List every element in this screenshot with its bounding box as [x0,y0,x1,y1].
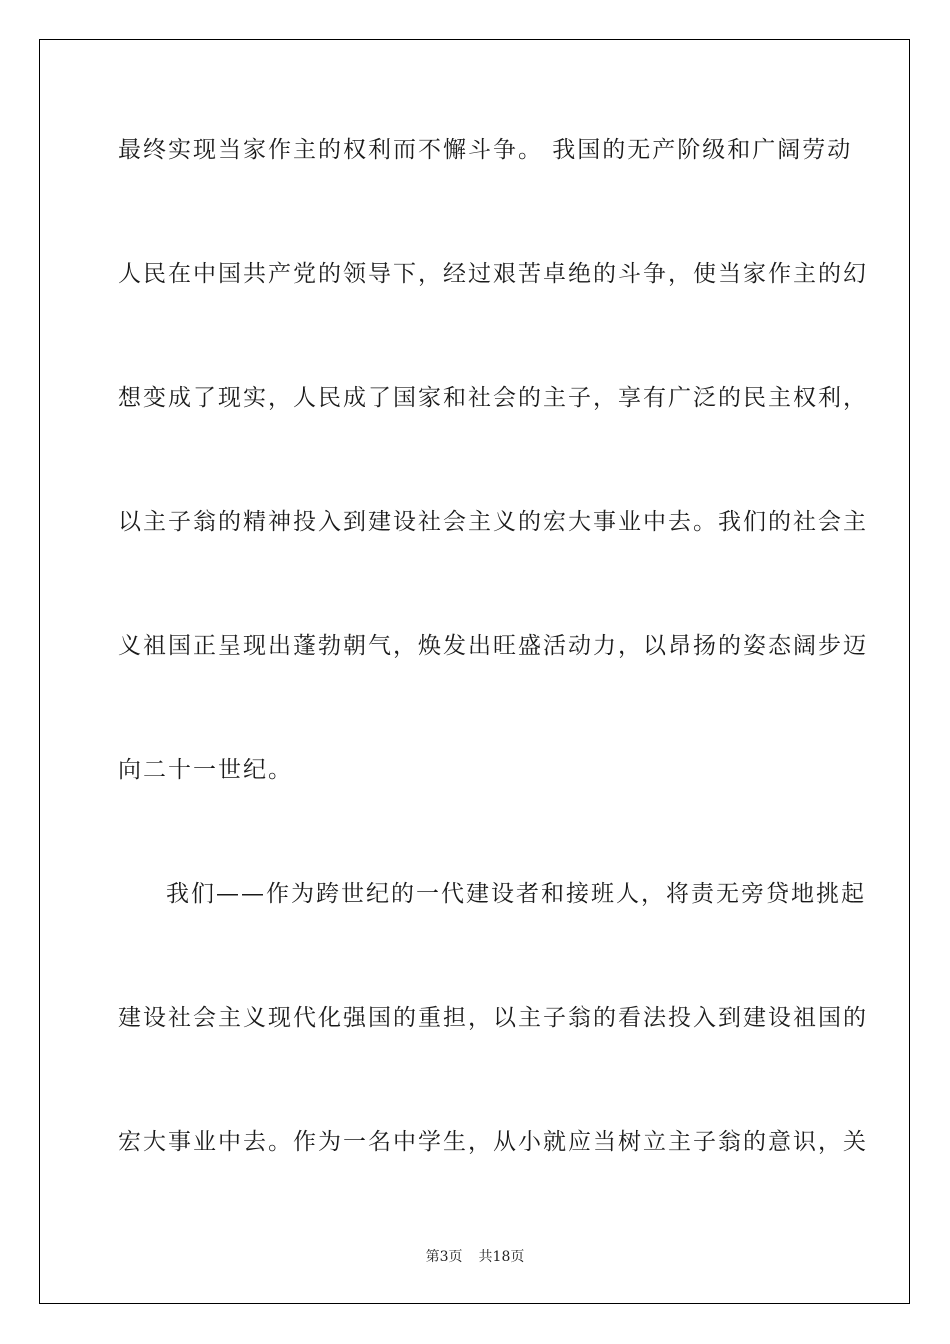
text-line: 最终实现当家作主的权利而不懈斗争。 我国的无产阶级和广阔劳动 [118,137,853,163]
text-line: 义祖国正呈现出蓬勃朝气，焕发出旺盛活动力，以昂扬的姿态阔步迈 [118,633,868,659]
text-line: 以主子翁的精神投入到建设社会主义的宏大事业中去。我们的社会主 [118,509,868,535]
page-footer [0,1246,950,1266]
page-number: 第3页 [425,1249,463,1265]
text-line: 宏大事业中去。作为一名中学生，从小就应当树立主子翁的意识，关 [118,1129,868,1155]
text-line-paragraph-start: 我们——作为跨世纪的一代建设者和接班人，将责无旁贷地挑起 [166,881,866,907]
document-body [118,128,868,1244]
text-line: 想变成了现实，人民成了国家和社会的主子，享有广泛的民主权利， [118,385,868,411]
page-total: 共18页 [478,1249,525,1265]
text-line: 人民在中国共产党的领导下，经过艰苦卓绝的斗争，使当家作主的幻 [118,261,868,287]
text-line: 建设社会主义现代化强国的重担，以主子翁的看法投入到建设祖国的 [118,1005,868,1031]
text-line: 向二十一世纪。 [118,757,293,783]
